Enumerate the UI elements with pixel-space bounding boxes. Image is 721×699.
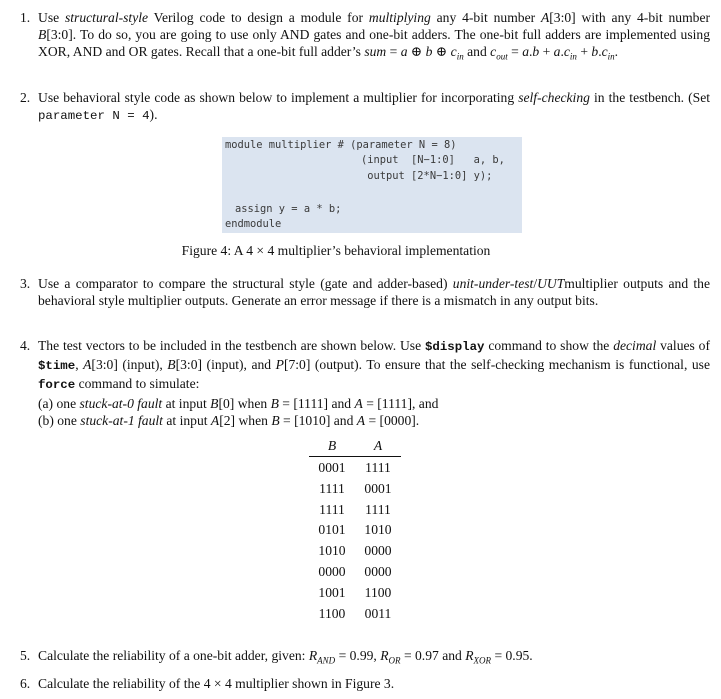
table-cell: 1111 bbox=[319, 501, 345, 517]
table-cell: 0000 bbox=[364, 563, 392, 579]
table-header bbox=[309, 437, 401, 457]
question-1 bbox=[20, 9, 710, 66]
code-line: assign y = a * b; bbox=[235, 203, 342, 215]
table-row bbox=[309, 561, 401, 582]
table-cell: 1111 bbox=[365, 460, 391, 475]
question-text: Use structural-style Verilog code to design a module for multiplying any 4-bit number A[3:0] with any 4-bit number B[3:0]. To do so, you are going to use only AND gates and one-bit adders. The one-bit full adders are implemented using XOR, AND and OR gates. Recall that a one-bit full adder’s sum = a ⊕ b ⊕ $c_{in}$ and $c_{out} = a.b + a.c_{in} + b.c_{in}$. bbox=[38, 10, 711, 63]
table-cell: 1100 bbox=[364, 584, 392, 600]
code-line: module multiplier # (parameter N = 8) bbox=[225, 139, 457, 151]
table-row bbox=[309, 478, 401, 499]
table-cell: 0101 bbox=[318, 522, 346, 538]
column-header: B bbox=[327, 438, 337, 453]
table-cell: 1010 bbox=[364, 522, 392, 538]
question-3 bbox=[20, 275, 710, 309]
table-cell: 0001 bbox=[318, 460, 346, 475]
question-text: Use a comparator to compare the structural style (gate and adder-based) unit-under-test/UUTmultiplier outputs and the behavioral style multiplier outputs. Generate an error message if there is a mismatch in any output bits. bbox=[38, 276, 710, 309]
question-6 bbox=[20, 675, 710, 692]
column-header: A bbox=[373, 438, 383, 453]
table-row bbox=[309, 457, 401, 478]
question-text: The test vectors to be included in the testbench are shown below. Use $display command to show the decimal values of $time, A[3:0] (input), B[3:0] (input), and P[7:0] (output). To ensure that the self-checking mechanism is functional, use force command to simulate: (a) one stuck-at-0 fault at input B[0] when B = [1111] and A = [1111], and (b) one stuck-at-1 fault at input A[2] when B = [1010] and A = [0000]. bbox=[38, 338, 710, 428]
question-number: 4. bbox=[20, 338, 31, 353]
table-cell: 1010 bbox=[318, 543, 346, 559]
test-vector-table bbox=[309, 437, 401, 623]
question-text: Use behavioral style code as shown below to implement a multiplier for incorporating self-checking in the testbench. (Set parameter N = 4). bbox=[38, 90, 711, 124]
table-cell: 1111 bbox=[365, 501, 391, 517]
table-cell: 1001 bbox=[318, 584, 346, 600]
table-row bbox=[309, 519, 401, 540]
question-4 bbox=[20, 337, 710, 429]
question-number: 2. bbox=[20, 90, 31, 105]
code-line: endmodule bbox=[225, 218, 282, 230]
question-text: Calculate the reliability of a one-bit adder, given: $R_{AND} = 0.99$, $R_{OR} = 0.97$ and $R_{XOR} = 0.95$. bbox=[38, 648, 533, 666]
code-line: (input [N−1:0] a, b, bbox=[361, 154, 505, 166]
table-cell: 0011 bbox=[364, 605, 392, 621]
figure-caption: Figure 4: A 4 × 4 multiplier’s behavioral implementation bbox=[181, 243, 491, 258]
question-number: 1. bbox=[20, 10, 31, 25]
table-cell: 1100 bbox=[318, 605, 346, 621]
code-listing bbox=[222, 137, 522, 233]
table-row bbox=[309, 540, 401, 561]
question-text: Calculate the reliability of the 4 × 4 multiplier shown in Figure 3. bbox=[38, 676, 395, 691]
question-number: 5. bbox=[20, 648, 31, 663]
table-row bbox=[309, 582, 401, 603]
question-number: 3. bbox=[20, 276, 31, 291]
table-cell: 0001 bbox=[364, 480, 392, 496]
table-cell: 0000 bbox=[318, 563, 346, 579]
question-5 bbox=[20, 647, 710, 670]
table-row bbox=[309, 499, 401, 520]
code-line: output [2*N−1:0] y); bbox=[361, 170, 493, 182]
table-row bbox=[309, 603, 401, 624]
table-cell: 1111 bbox=[319, 480, 345, 496]
table-cell: 0000 bbox=[364, 543, 392, 559]
question-2 bbox=[20, 89, 710, 125]
question-number: 6. bbox=[20, 676, 31, 691]
